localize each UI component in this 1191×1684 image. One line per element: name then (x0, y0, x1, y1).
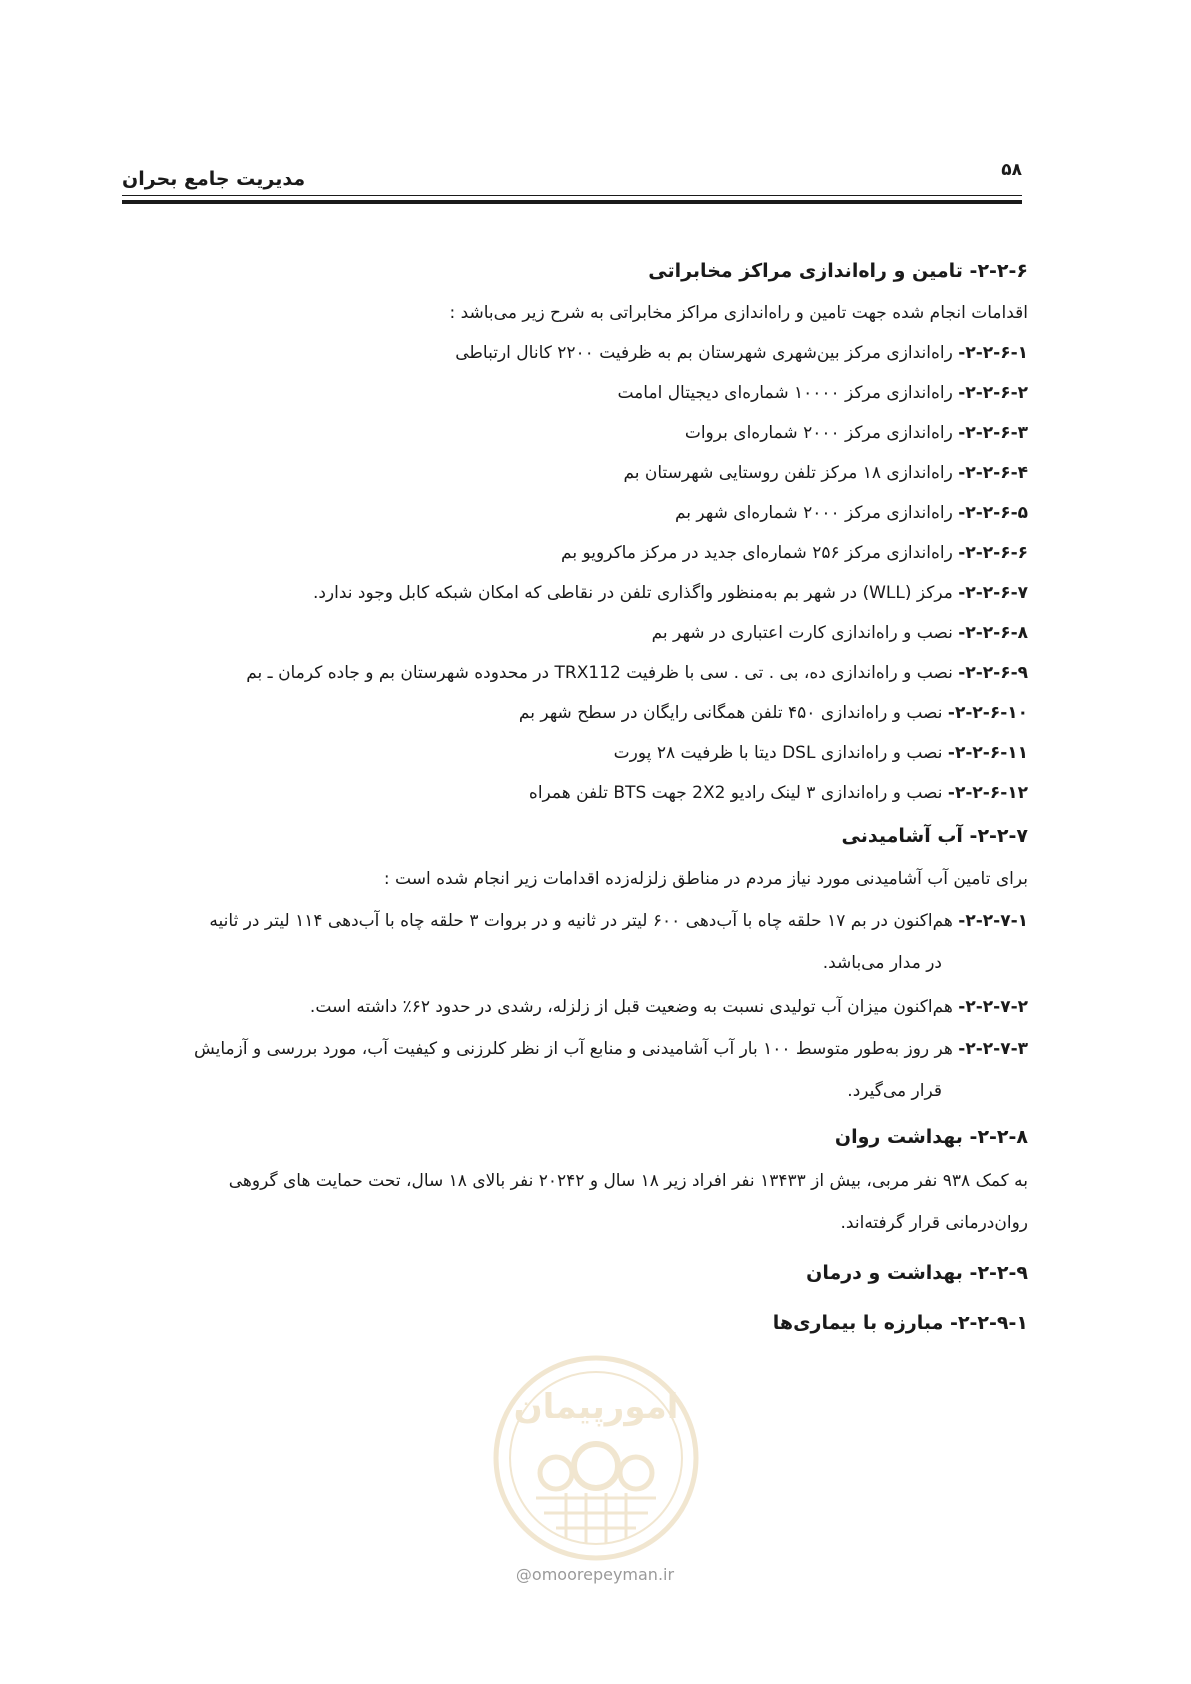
grid-icon (536, 1493, 656, 1543)
section-heading-health: ۲-۲-۹- بهداشت و درمان (806, 1262, 1028, 1284)
item-number: ۲-۲-۶-۱۰- (947, 703, 1028, 723)
watermark-logo (486, 1348, 706, 1568)
watermark-logo-text: امورپیمان (513, 1387, 679, 1427)
list-item (313, 580, 1028, 606)
list-item (310, 994, 1028, 1020)
item-text: راه‌اندازی مرکز ۲۵۶ شماره‌ای جدید در مرکز ماکرویو بم (561, 543, 959, 563)
item-number: ۲-۲-۶-۵- (958, 503, 1028, 523)
list-item (519, 700, 1028, 726)
item-number: ۲-۲-۶-۲- (958, 383, 1028, 403)
item-text: نصب و راه‌اندازی DSL دیتا با ظرفیت ۲۸ پورت (613, 743, 948, 763)
list-item (455, 340, 1028, 366)
list-item (561, 540, 1028, 566)
list-item (685, 420, 1028, 446)
item-continuation: در مدار می‌باشد. (822, 953, 942, 973)
item-number: ۲-۲-۶-۱۲- (947, 783, 1028, 803)
page-number: ۵۸ (1001, 160, 1022, 180)
list-item (246, 660, 1028, 686)
item-number: ۲-۲-۷-۲- (958, 997, 1028, 1017)
mental-health-text-line2: روان‌درمانی قرار گرفته‌اند. (840, 1213, 1028, 1233)
item-text: نصب و راه‌اندازی ۳ لینک رادیو 2X2 جهت BTS تلفن همراه (528, 783, 948, 803)
item-number: ۲-۲-۶-۸- (958, 623, 1028, 643)
item-number: ۲-۲-۶-۶- (958, 543, 1028, 563)
item-text: مرکز (WLL) در شهر بم به‌منظور واگذاری تلفن در نقاطی که امکان شبکه کابل وجود ندارد. (312, 583, 959, 603)
item-text: راه‌اندازی ۱۸ مرکز تلفن روستایی شهرستان بم (623, 463, 959, 483)
item-text: راه‌اندازی مرکز ۱۰۰۰۰ شماره‌ای دیجیتال امامت (617, 383, 959, 403)
item-text: نصب و راه‌اندازی ده، بی . تی . سی با ظرفیت TRX112 در محدوده شهرستان بم و جاده کرمان ـ بم (246, 663, 959, 683)
list-item (194, 1036, 1028, 1062)
list-item (623, 460, 1028, 486)
item-continuation: قرار می‌گیرد. (847, 1081, 942, 1101)
item-text: نصب و راه‌اندازی کارت اعتباری در شهر بم (651, 623, 959, 643)
water-intro: برای تامین آب آشامیدنی مورد نیاز مردم در مناطق زلزله‌زده اقدامات زیر انجام شده است : (383, 869, 1028, 889)
item-text: هم‌اکنون میزان آب تولیدی نسبت به وضعیت قبل از زلزله، رشدی در حدود ۶۲٪ داشته است. (309, 997, 959, 1017)
item-number: ۲-۲-۷-۱- (958, 911, 1028, 931)
header-rule-thin (122, 195, 1022, 196)
section-heading-telecom: ۲-۲-۶- تامین و راه‌اندازی مراکز مخابراتی (648, 260, 1028, 282)
item-number: ۲-۲-۷-۳- (958, 1039, 1028, 1059)
item-text: هر روز به‌طور متوسط ۱۰۰ بار آب آشامیدنی و منابع آب از نظر کلرزنی و کیفیت آب، مورد بررسی و آزمایش (193, 1039, 959, 1059)
item-number: ۲-۲-۶-۱- (958, 343, 1028, 363)
item-number: ۲-۲-۶-۳- (958, 423, 1028, 443)
section-heading-water: ۲-۲-۷- آب آشامیدنی (841, 825, 1028, 847)
item-number: ۲-۲-۶-۴- (958, 463, 1028, 483)
list-item (675, 500, 1028, 526)
section-heading-mental-health: ۲-۲-۸- بهداشت روان (834, 1126, 1028, 1148)
list-item (614, 740, 1028, 766)
page-header (122, 160, 1022, 200)
item-text: راه‌اندازی مرکز ۲۰۰۰ شماره‌ای بروات (684, 423, 959, 443)
header-rule-thick (122, 200, 1022, 204)
item-text: هم‌اکنون در بم ۱۷ حلقه چاه با آب‌دهی ۶۰۰ لیتر در ثانیه و در بروات ۳ حلقه چاه با آب‌دهی ۱۱۴ لیتر در ثانیه (209, 911, 959, 931)
list-item (652, 620, 1028, 646)
item-number: ۲-۲-۶-۹- (958, 663, 1028, 683)
item-text: راه‌اندازی مرکز ۲۰۰۰ شماره‌ای شهر بم (674, 503, 959, 523)
telecom-intro: اقدامات انجام شده جهت تامین و راه‌اندازی مراکز مخابراتی به شرح زیر می‌باشد : (449, 303, 1028, 323)
list-item (209, 908, 1028, 934)
mental-health-text-line1: به کمک ۹۳۸ نفر مربی، بیش از ۱۳۴۳۳ نفر افراد زیر ۱۸ سال و ۲۰۲۴۲ نفر بالای ۱۸ سال، تحت حمایت های گروهی (228, 1171, 1028, 1191)
list-item (617, 380, 1028, 406)
watermark-site: @omoorepeyman.ir (515, 1565, 675, 1584)
sub-heading-disease-control: ۲-۲-۹-۱- مبارزه با بیماری‌ها (772, 1312, 1028, 1334)
running-title: مدیریت جامع بحران (122, 168, 306, 190)
item-text: راه‌اندازی مرکز بین‌شهری شهرستان بم به ظرفیت ۲۲۰۰ کانال ارتباطی (455, 343, 959, 363)
item-number: ۲-۲-۶-۷- (958, 583, 1028, 603)
item-number: ۲-۲-۶-۱۱- (947, 743, 1028, 763)
list-item (529, 780, 1028, 806)
gear-icon (540, 1444, 652, 1489)
item-text: نصب و راه‌اندازی ۴۵۰ تلفن همگانی رایگان در سطح شهر بم (518, 703, 948, 723)
